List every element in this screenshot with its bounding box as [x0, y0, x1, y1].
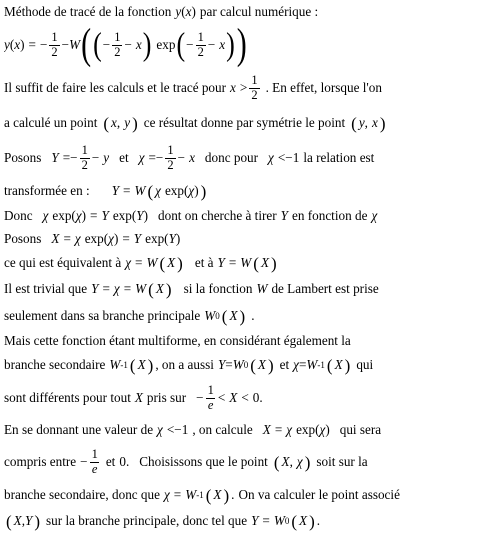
text: On va calculer le point associé [238, 487, 400, 503]
text: si la fonction [183, 281, 253, 297]
text: qui [356, 357, 374, 373]
text: dont on cherche à tirer [158, 207, 277, 223]
line-18: ( X , Y ) sur la branche principale, donc tel que Y = W 0 ( X ) . [6, 511, 321, 531]
text: donc pour [204, 150, 259, 166]
text: Il suffit de faire les calculs et le tracé pour [4, 80, 227, 96]
line-3: Il suffit de faire les calculs et le tracé pour x > $\frac{1}{2}$ . En effet, lorsque l'on [4, 73, 382, 102]
text: en fonction de [292, 207, 368, 223]
line-11: seulement dans sa branche principale W 0 ( X ) . [4, 306, 255, 326]
text: seulement dans sa branche principale [4, 308, 201, 324]
line-10: Il est trivial que Y = χ = W ( X ) si la fonction W de Lambert est prise [4, 279, 379, 299]
math: y [175, 4, 182, 20]
text: transformée en : [4, 183, 90, 199]
text: de Lambert est prise [271, 281, 379, 297]
text: et [279, 357, 290, 373]
text: soit sur la [316, 454, 368, 470]
text: Posons [4, 230, 42, 246]
text: . En effet, lorsque l'on [265, 80, 382, 96]
text: Choisissons que le point [139, 454, 268, 470]
line-equation: y ( x ) = − $\frac{1}{2}$ − W ( ( − $\frac{1}{2}$ − x ) exp ( − $\frac{1}{2}$ − x ) ) [4, 22, 247, 68]
text: par calcul numérique : [199, 4, 319, 20]
text: a calculé un point [4, 115, 98, 131]
line-4: a calculé un point ( x , y ) ce résultat donne par symétrie le point ( y , x ) [4, 113, 386, 133]
text: , on a aussi [155, 357, 214, 373]
text: Posons [4, 150, 42, 166]
line-12 [4, 330, 486, 352]
line-7: Donc χ exp( χ ) = Y exp( Y ) dont on cherche à tirer Y en fonction de χ [4, 207, 378, 223]
line-17: branche secondaire, donc que χ = W -1 ( X ) . On va calculer le point associé [4, 485, 400, 505]
text: compris entre [4, 454, 77, 470]
text: et [105, 454, 116, 470]
text: ce résultat donne par symétrie le point [143, 115, 346, 131]
text: ce qui est équivalent à [4, 255, 122, 271]
line-6: transformée en : Y = W ( χ exp( χ ) ) [4, 181, 207, 201]
text: Il est trivial que [4, 281, 88, 297]
line-8: Posons X = χ exp( χ ) = Y exp( Y ) [4, 230, 181, 246]
text: , on calcule [192, 422, 253, 438]
text: Méthode de tracé de la fonction [4, 4, 172, 20]
text: la relation est [303, 150, 375, 166]
text: et à [194, 255, 214, 271]
line-14: sont différents pour tout X pris sur − $\frac{1}{e}$ < X < 0. [4, 383, 263, 412]
line-13: branche secondaire W -1 ( X ) , on a aussi Y = W 0 ( X ) et χ = W -1 ( X ) qui [4, 355, 374, 375]
text: Mais cette fonction étant multiforme, en considérant également la [4, 333, 351, 349]
text: et [119, 150, 129, 166]
text: qui sera [339, 422, 382, 438]
text: En se donnant une valeur de [4, 422, 154, 438]
text: branche secondaire [4, 357, 106, 373]
line-5: Posons Y =− $\frac{1}{2}$ − y et χ =− $\frac{1}{2}$ − x donc pour χ <−1 la relation est [4, 143, 375, 172]
line-15: En se donnant une valeur de χ <−1 , on calcule X = χ exp( χ ) qui sera [4, 422, 382, 438]
text: pris sur [146, 390, 187, 406]
text: branche secondaire, donc que [4, 487, 160, 503]
text: sur la branche principale, donc tel que [46, 513, 248, 529]
text: Donc [4, 207, 33, 223]
line-9: ce qui est équivalent à χ = W ( X ) et à Y = W ( X ) [4, 253, 277, 273]
text: sont différents pour tout [4, 390, 131, 406]
line-title: Méthode de tracé de la fonction y ( x ) par calcul numérique : [4, 4, 319, 20]
line-16: compris entre − $\frac{1}{e}$ et 0. Choisissons que le point ( X , χ ) soit sur la [4, 447, 368, 476]
